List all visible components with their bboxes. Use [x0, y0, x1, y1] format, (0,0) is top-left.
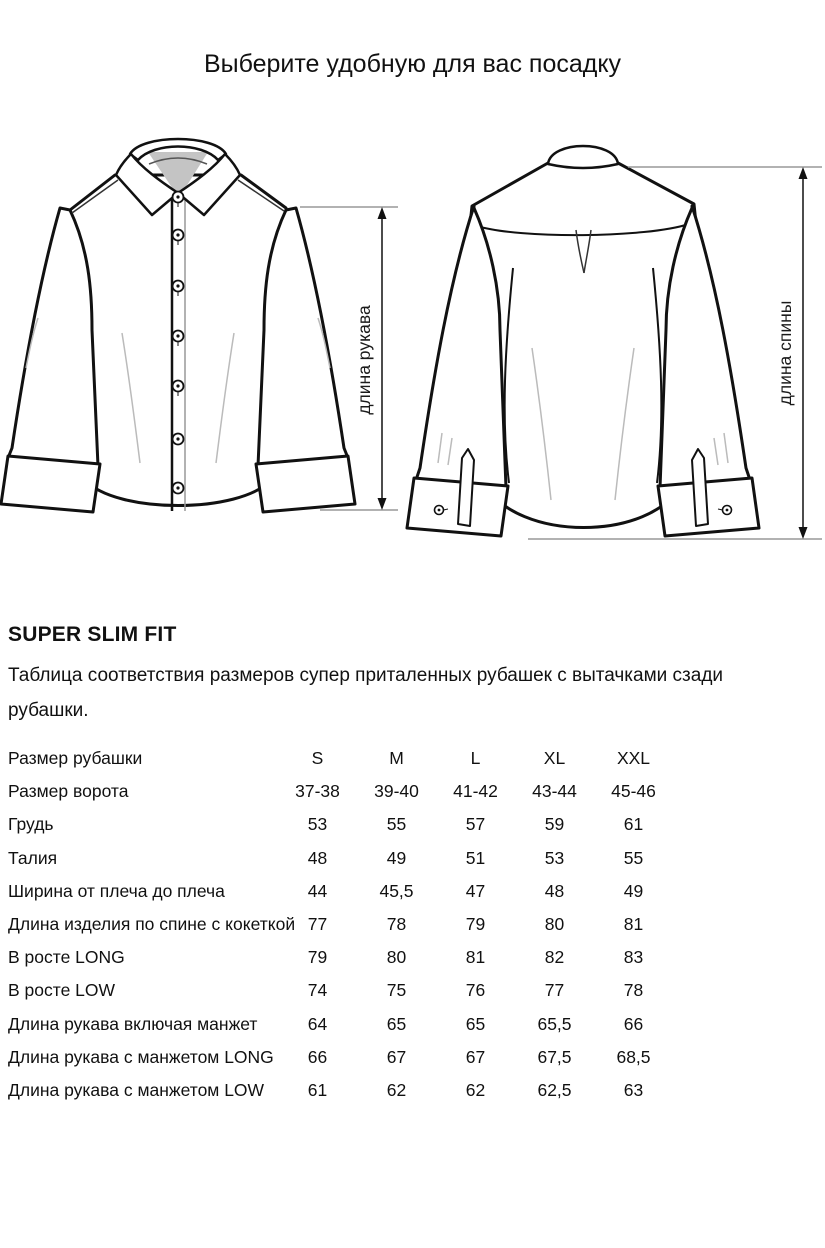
table-cell: 41-42	[453, 781, 498, 802]
table-cell: 64	[307, 1013, 328, 1034]
size-column-header: S	[311, 748, 324, 769]
table-cell: 43-44	[532, 781, 577, 802]
table-cell: 49	[623, 880, 644, 901]
table-header-row	[8, 742, 673, 775]
row-label: Длина рукава с манжетом LONG	[8, 1046, 274, 1067]
table-row	[8, 1074, 673, 1107]
table-cell: 78	[386, 914, 407, 935]
table-cell: 61	[307, 1079, 328, 1100]
table-cell: 67	[465, 1046, 486, 1067]
table-row	[8, 842, 673, 875]
size-column-header: XXL	[616, 748, 651, 769]
row-label: Талия	[8, 847, 58, 868]
table-cell: 47	[465, 880, 486, 901]
table-cell: 65,5	[537, 1013, 572, 1034]
table-cell: 80	[386, 947, 407, 968]
row-label: В росте LOW	[8, 980, 116, 1001]
back-length-label: длина спины	[775, 300, 795, 406]
table-cell: 37-38	[295, 781, 340, 802]
fit-description: Таблица соответствия размеров супер приталенных рубашек с вытачками сзади рубашки.	[8, 665, 724, 721]
table-cell: 57	[465, 814, 486, 835]
size-column-header: M	[389, 748, 404, 769]
table-row	[8, 941, 673, 974]
table-cell: 62,5	[537, 1079, 572, 1100]
table-cell: 80	[544, 914, 565, 935]
back-shirt-drawing	[407, 146, 759, 536]
table-cell: 66	[623, 1013, 644, 1034]
row-label: Ширина от плеча до плеча	[8, 880, 225, 901]
table-cell: 49	[386, 847, 407, 868]
table-row	[8, 1041, 673, 1074]
table-cell: 63	[623, 1079, 644, 1100]
row-label: Длина изделия по спине с кокеткой	[8, 914, 296, 935]
table-cell: 82	[544, 947, 565, 968]
table-cell: 74	[307, 980, 328, 1001]
table-cell: 67,5	[537, 1046, 572, 1067]
table-row	[8, 808, 673, 841]
table-row	[8, 908, 673, 941]
table-cell: 81	[465, 947, 486, 968]
size-column-header: XL	[543, 748, 566, 769]
table-cell: 77	[307, 914, 328, 935]
table-row	[8, 1008, 673, 1041]
table-cell: 61	[623, 814, 644, 835]
table-cell: 76	[465, 980, 486, 1001]
table-row	[8, 974, 673, 1007]
table-cell: 53	[544, 847, 565, 868]
row-label: Длина рукава включая манжет	[8, 1013, 258, 1034]
table-cell: 75	[386, 980, 407, 1001]
size-column-header: L	[470, 748, 481, 769]
table-cell: 81	[623, 914, 644, 935]
table-cell: 67	[386, 1046, 407, 1067]
table-row	[8, 775, 673, 808]
row-label: Размер ворота	[8, 781, 129, 802]
shirt-size-diagram	[0, 118, 825, 563]
table-cell: 48	[544, 880, 565, 901]
table-cell: 53	[307, 814, 328, 835]
table-cell: 65	[465, 1013, 486, 1034]
row-label: В росте LONG	[8, 947, 125, 968]
table-cell: 44	[307, 880, 328, 901]
table-cell: 45,5	[379, 880, 414, 901]
page-title: Выберите удобную для вас посадку	[203, 50, 622, 78]
table-cell: 45-46	[611, 781, 656, 802]
table-cell: 83	[623, 947, 644, 968]
size-table	[8, 742, 673, 1107]
table-cell: 39-40	[374, 781, 419, 802]
size-table-body	[8, 775, 673, 1107]
table-cell: 68,5	[616, 1046, 651, 1067]
table-header-label: Размер рубашки	[8, 748, 143, 769]
table-cell: 62	[465, 1079, 486, 1100]
table-cell: 78	[623, 980, 644, 1001]
row-label: Длина рукава с манжетом LOW	[8, 1079, 265, 1100]
front-shirt-drawing	[1, 139, 355, 512]
table-cell: 55	[386, 814, 407, 835]
table-cell: 79	[307, 947, 328, 968]
table-cell: 66	[307, 1046, 328, 1067]
fit-heading: SUPER SLIM FIT	[8, 623, 177, 646]
table-cell: 62	[386, 1079, 407, 1100]
row-label: Грудь	[8, 814, 54, 835]
table-cell: 48	[307, 847, 328, 868]
sleeve-length-label: длина рукава	[354, 305, 374, 415]
table-cell: 77	[544, 980, 565, 1001]
table-cell: 51	[465, 847, 486, 868]
table-cell: 79	[465, 914, 486, 935]
table-cell: 65	[386, 1013, 407, 1034]
table-cell: 55	[623, 847, 644, 868]
table-cell: 59	[544, 814, 565, 835]
table-row	[8, 875, 673, 908]
